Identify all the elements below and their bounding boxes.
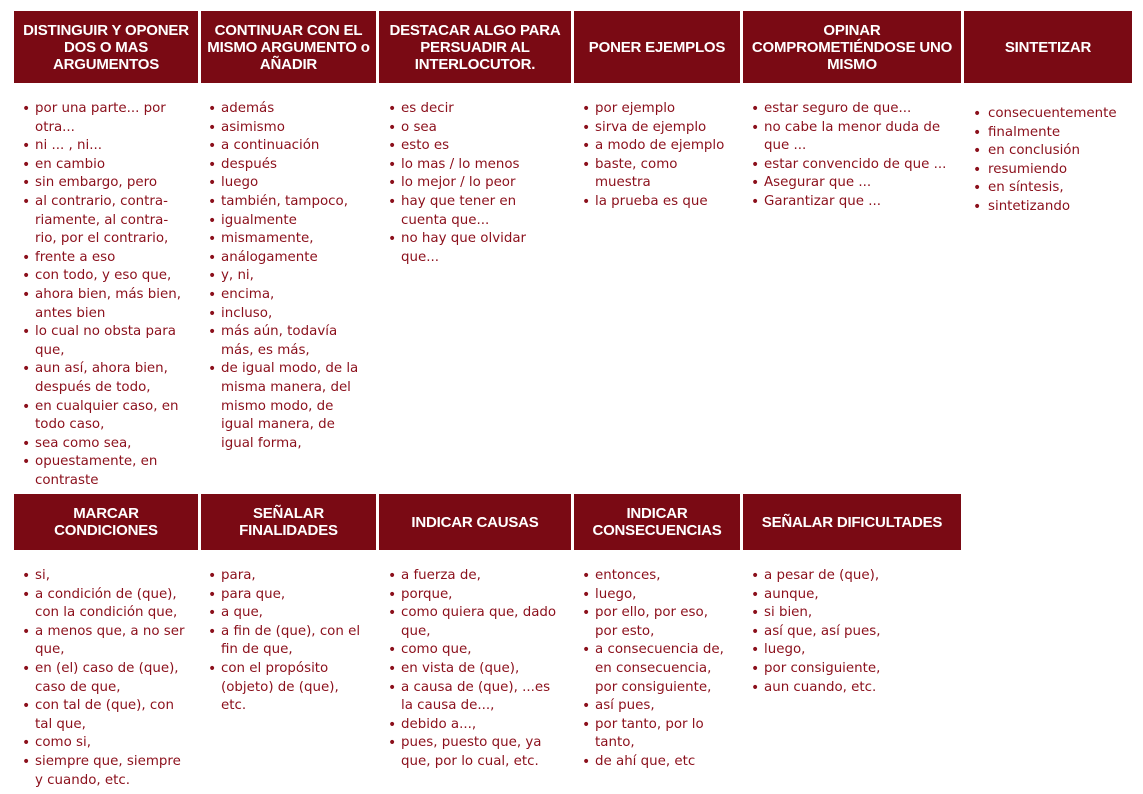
list-item: • análogamente <box>208 249 378 268</box>
list-item: • aun cuando, etc. <box>751 679 963 698</box>
list-item: • a continuación <box>208 137 378 156</box>
list-indicar-causas <box>388 567 573 772</box>
list-item: • a condición de (que), con la condición que, <box>22 586 200 623</box>
list-item: • esto es <box>388 137 573 156</box>
list-item: • estar convencido de que ... <box>751 156 963 175</box>
list-item: • opuestamente, en contraste <box>22 453 200 490</box>
list-item: • lo cual no obsta para que, <box>22 323 200 360</box>
list-item: • siempre que, siempre y cuando, etc. <box>22 753 200 790</box>
list-item: • ni ... , ni... <box>22 137 200 156</box>
header-indicar-consecuencias: INDICAR CONSECUENCIAS <box>574 494 740 550</box>
list-item: • aunque, <box>751 586 963 605</box>
list-item: • luego, <box>751 641 963 660</box>
list-item: • así que, así pues, <box>751 623 963 642</box>
list-item: • a causa de (que), ...es la causa de..., <box>388 679 573 716</box>
list-item: • incluso, <box>208 305 378 324</box>
list-sintetizar <box>970 105 1135 217</box>
list-item: • a pesar de (que), <box>751 567 963 586</box>
list-item: • pues, puesto que, ya que, por lo cual, etc. <box>388 734 573 771</box>
list-indicar-consecuencias <box>582 567 742 772</box>
list-item: • ahora bien, más bien, antes bien <box>22 286 200 323</box>
list-destacar-persuadir <box>388 100 573 267</box>
list-item: • estar seguro de que... <box>751 100 963 119</box>
list-item: • porque, <box>388 586 573 605</box>
list-item: • si, <box>22 567 200 586</box>
header-continuar-anadir: CONTINUAR CON EL MISMO ARGUMENTO o AÑADIR <box>201 11 376 83</box>
list-marcar-condiciones <box>22 567 200 790</box>
list-item: • en cambio <box>22 156 200 175</box>
list-poner-ejemplos <box>582 100 742 212</box>
list-item: • a que, <box>208 604 378 623</box>
header-indicar-causas: INDICAR CAUSAS <box>379 494 571 550</box>
list-item: • si bien, <box>751 604 963 623</box>
list-item: • en cualquier caso, en todo caso, <box>22 398 200 435</box>
list-item: • igualmente <box>208 212 378 231</box>
list-item: • con tal de (que), con tal que, <box>22 697 200 734</box>
list-item: • en conclusión <box>970 142 1135 161</box>
list-item: • de igual modo, de la misma manera, del mismo modo, de igual manera, de igual forma, <box>208 360 378 453</box>
list-item: • frente a eso <box>22 249 200 268</box>
list-item: • no cabe la menor duda de que ... <box>751 119 963 156</box>
list-item: • en síntesis, <box>970 179 1135 198</box>
list-item: • sin embargo, pero <box>22 174 200 193</box>
list-item: • luego, <box>582 586 742 605</box>
list-item: • finalmente <box>970 124 1135 143</box>
list-item: • de ahí que, etc <box>582 753 742 772</box>
list-item: • más aún, todavía más, es más, <box>208 323 378 360</box>
header-senalar-finalidades: SEÑALAR FINALIDADES <box>201 494 376 550</box>
list-item: • entonces, <box>582 567 742 586</box>
header-distinguir-oponer: DISTINGUIR Y OPONER DOS O MAS ARGUMENTOS <box>14 11 198 83</box>
list-senalar-dificultades <box>751 567 963 697</box>
header-poner-ejemplos: PONER EJEMPLOS <box>574 11 740 83</box>
header-opinar: OPINAR COMPROMETIÉNDOSE UNO MISMO <box>743 11 961 83</box>
list-item: • a modo de ejemplo <box>582 137 742 156</box>
list-item: • a menos que, a no ser que, <box>22 623 200 660</box>
list-item: • hay que tener en cuenta que... <box>388 193 573 230</box>
list-item: • resumiendo <box>970 161 1135 180</box>
list-distinguir-oponer <box>22 100 200 490</box>
list-item: • y, ni, <box>208 267 378 286</box>
list-item: • es decir <box>388 100 573 119</box>
list-item: • sintetizando <box>970 198 1135 217</box>
list-item: • Asegurar que ... <box>751 174 963 193</box>
list-item: • además <box>208 100 378 119</box>
list-item: • por una parte... por otra... <box>22 100 200 137</box>
header-destacar-persuadir: DESTACAR ALGO PARA PERSUADIR AL INTERLOCUTOR. <box>379 11 571 83</box>
list-item: • a fuerza de, <box>388 567 573 586</box>
list-opinar <box>751 100 963 212</box>
list-item: • aun así, ahora bien, después de todo, <box>22 360 200 397</box>
list-item: • sea como sea, <box>22 435 200 454</box>
list-senalar-finalidades <box>208 567 378 716</box>
list-item: • baste, como muestra <box>582 156 742 193</box>
list-item: • debido a..., <box>388 716 573 735</box>
list-item: • como quiera que, dado que, <box>388 604 573 641</box>
list-item: • o sea <box>388 119 573 138</box>
header-marcar-condiciones: MARCAR CONDICIONES <box>14 494 198 550</box>
list-item: • la prueba es que <box>582 193 742 212</box>
list-item: • sirva de ejemplo <box>582 119 742 138</box>
list-item: • consecuentemente <box>970 105 1135 124</box>
list-item: • luego <box>208 174 378 193</box>
list-item: • asimismo <box>208 119 378 138</box>
list-item: • por consiguiente, <box>751 660 963 679</box>
list-item: • a fin de (que), con el fin de que, <box>208 623 378 660</box>
list-item: • para que, <box>208 586 378 605</box>
list-item: • en vista de (que), <box>388 660 573 679</box>
list-item: • después <box>208 156 378 175</box>
list-item: • con el propósito (objeto) de (que), etc. <box>208 660 378 716</box>
list-continuar-anadir <box>208 100 378 453</box>
list-item: • así pues, <box>582 697 742 716</box>
list-item: • no hay que olvidar que... <box>388 230 573 267</box>
list-item: • también, tampoco, <box>208 193 378 212</box>
list-item: • mismamente, <box>208 230 378 249</box>
list-item: • por ejemplo <box>582 100 742 119</box>
list-item: • encima, <box>208 286 378 305</box>
header-senalar-dificultades: SEÑALAR DIFICULTADES <box>743 494 961 550</box>
list-item: • al contrario, contra- riamente, al contra- rio, por el contrario, <box>22 193 200 249</box>
list-item: • en (el) caso de (que), caso de que, <box>22 660 200 697</box>
list-item: • Garantizar que ... <box>751 193 963 212</box>
list-item: • con todo, y eso que, <box>22 267 200 286</box>
header-sintetizar: SINTETIZAR <box>964 11 1132 83</box>
list-item: • como si, <box>22 734 200 753</box>
list-item: • a consecuencia de, en consecuencia, por consiguiente, <box>582 641 742 697</box>
list-item: • por ello, por eso, por esto, <box>582 604 742 641</box>
list-item: • lo mejor / lo peor <box>388 174 573 193</box>
list-item: • por tanto, por lo tanto, <box>582 716 742 753</box>
list-item: • lo mas / lo menos <box>388 156 573 175</box>
list-item: • como que, <box>388 641 573 660</box>
list-item: • para, <box>208 567 378 586</box>
